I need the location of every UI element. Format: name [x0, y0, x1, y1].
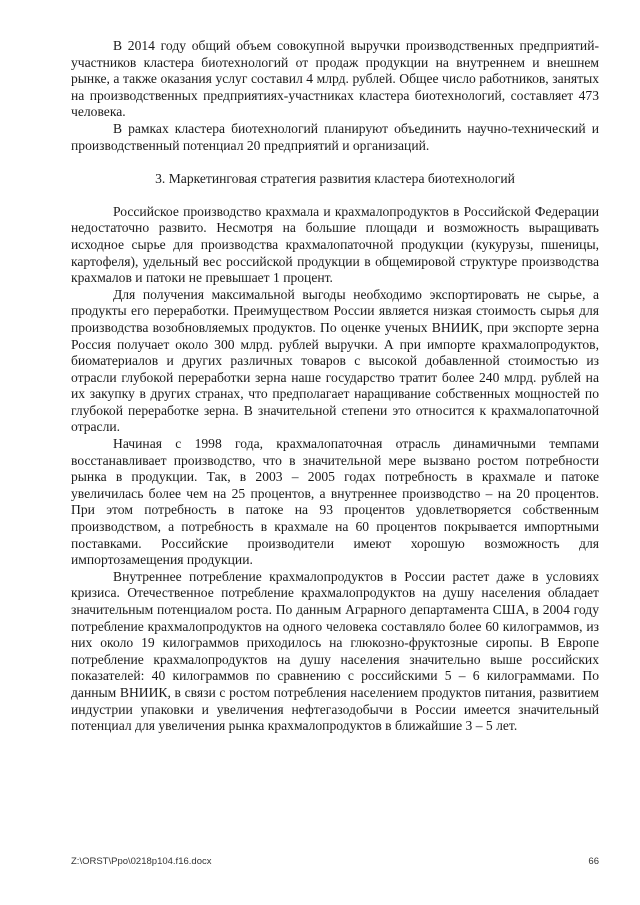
paragraph-cluster-plan: В рамках кластера биотехнологий планируют объединить научно-технический и производственный потенциал 20 предприятий и организаций.: [71, 120, 599, 153]
footer-file-path: Z:\ORST\Ppo\0218p104.f16.docx: [71, 856, 212, 867]
section-heading: 3. Маркетинговая стратегия развития кластера биотехнологий: [155, 171, 515, 187]
paragraph-starch-production: Российское производство крахмала и крахмалопродуктов в Российской Федерации недостаточно развито. Несмотря на большие площади и возможность выращивать исходное сырье для производства крахмалопаточной продукции (кукурузы, пшеницы, картофеля), удельный вес российской продукции в общемировой структуре производства крахмалов и патоки не превышает 1 процент.: [71, 203, 599, 286]
paragraph-export-benefit: Для получения максимальной выгоды необходимо экспортировать не сырье, а продукты его переработки. Преимуществом России является низкая стоимость сырья для производства возобновляемых продуктов. По оценке ученых ВНИИК, при экспорте зерна Россия получает около 300 млрд. рублей выручки. А при импорте крахмалопродуктов, биоматериалов и других различных товаров с высокой добавленной стоимостью из отрасли глубокой переработки зерна наше государство тратит более 240 млрд. рублей на их закупку в других странах, что предполагает наращивание собственных мощностей по глубокой переработке зерна. В значительной степени это относится к крахмалопаточной отрасли.: [71, 286, 599, 435]
page-footer: [71, 856, 599, 867]
document-page: [71, 38, 599, 735]
footer-page-number: 66: [588, 856, 599, 867]
paragraph-industry-growth: Начиная с 1998 года, крахмалопаточная отрасль динамичными темпами восстанавливает производство, что в значительной мере вызвано ростом потребности рынка в продукции. Так, в 2003 – 2005 годах потребность в крахмале и патоке увеличилась более чем на 25 процентов, а внутреннее производство – на 20 процентов. При этом потребность в патоке на 93 процентов удовлетворяется собственным производством, а потребность в крахмале на 60 процентов покрывается импортными поставками. Российские производители имеют хорошую возможность для импортозамещения продукции.: [71, 436, 599, 568]
paragraph-domestic-consumption: Внутреннее потребление крахмалопродуктов в России растет даже в условиях кризиса. Отечественное потребление крахмалопродуктов на душу населения обладает значительным потенциалом роста. По данным Аграрного департамента США, в 2004 году потребление крахмалопродуктов на одного человека составляло более 60 килограммов, из них около 19 килограммов приходилось на глюкозно-фруктозные сиропы. В Европе потребление крахмалопродуктов на душу населения значительно выше российских показателей: 40 килограммов по сравнению с российскими 5 – 6 килограммами. По данным ВНИИК, в связи с ростом потребления населением продуктов питания, развитием индустрии упаковки и увеличения нефтегазодобычи в России имеется значительный потенциал для увеличения рынка крахмалопродуктов в ближайшие 3 – 5 лет.: [71, 568, 599, 734]
paragraph-revenue: В 2014 году общий объем совокупной выручки производственных предприятий-участников кластера биотехнологий от продаж продукции на внутреннем и внешнем рынке, а также оказания услуг составил 4 млрд. рублей. Общее число работников, занятых на производственных предприятиях-участниках кластера биотехнологий, составляет 473 человека.: [71, 38, 599, 120]
